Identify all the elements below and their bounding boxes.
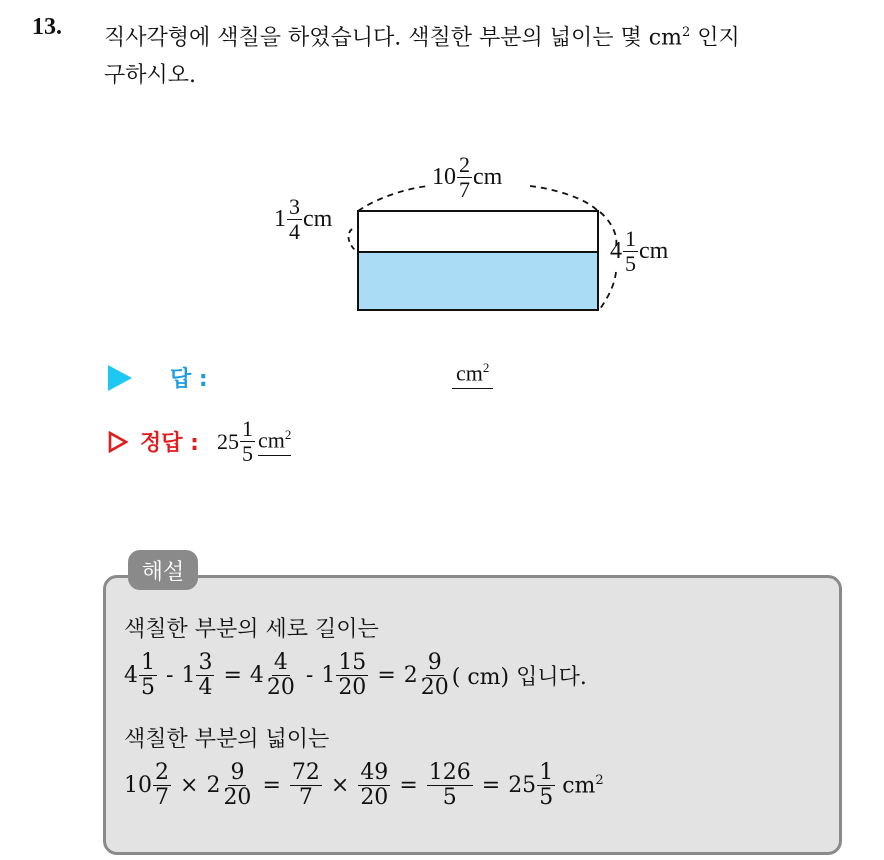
eq2-e-num: 126	[428, 760, 471, 785]
explanation-line3: 색칠한 부분의 넓이는	[124, 727, 330, 752]
answer-label: 답 :	[170, 367, 208, 392]
equals-sign: =	[223, 663, 242, 688]
left-length-label	[274, 196, 332, 243]
right-dimension-arc	[600, 212, 616, 309]
correct-value	[217, 418, 291, 465]
eq2-a-num: 2	[155, 760, 169, 785]
eq1-b-fraction	[196, 652, 214, 699]
eq2-c-num: 72	[291, 760, 320, 785]
eq2-a-whole: 10	[124, 773, 152, 798]
eq1-b-num: 3	[198, 650, 213, 675]
eq2-a-fraction	[153, 762, 171, 809]
top-length-label	[432, 154, 502, 201]
eq1-e-num: 9	[427, 650, 442, 675]
correct-marker-icon	[108, 431, 128, 453]
right-fraction	[623, 228, 638, 275]
eq1-c-fraction	[265, 652, 297, 699]
explanation-equation2	[124, 762, 604, 809]
correct-label: 정답 :	[140, 431, 199, 456]
eq2-f-fraction	[537, 762, 555, 809]
eq1-e-den: 20	[420, 675, 449, 700]
eq1-c-whole: 4	[249, 663, 264, 688]
eq1-a-fraction	[139, 652, 157, 699]
eq2-b-whole: 2	[206, 773, 221, 798]
eq1-d-num: 15	[338, 650, 367, 675]
eq1-a-den: 5	[141, 675, 155, 700]
explanation-line1: 색칠한 부분의 세로 길이는	[124, 617, 379, 642]
answer-unit-sup: 2	[482, 360, 490, 375]
top-numerator: 2	[459, 152, 470, 177]
eq2-f-den: 5	[539, 785, 554, 810]
eq1-suffix: ( cm) 입니다.	[451, 665, 587, 690]
eq2-b-num: 9	[230, 760, 245, 785]
equals-sign: =	[481, 773, 501, 798]
shaded-region	[358, 252, 598, 310]
eq1-d-den: 20	[338, 675, 367, 700]
eq2-c-den: 7	[298, 785, 313, 810]
eq1-a-whole: 4	[124, 663, 138, 688]
equals-sign: =	[399, 773, 418, 798]
right-denominator: 5	[625, 251, 636, 276]
eq2-e-den: 5	[442, 785, 457, 810]
eq2-b-den: 20	[223, 785, 252, 810]
equals-sign: =	[262, 773, 281, 798]
top-denominator: 7	[459, 177, 470, 202]
top-unit: cm	[473, 164, 503, 190]
equals-sign: =	[377, 663, 396, 688]
eq2-d-num: 49	[360, 760, 389, 785]
eq2-b-fraction	[221, 762, 253, 809]
question-text-line1: 직사각형에 색칠을 하였습니다. 색칠한 부분의 넓이는 몇 cm	[104, 25, 682, 51]
top-whole: 10	[432, 164, 456, 190]
rectangle-outline	[358, 211, 598, 310]
minus-sign: -	[166, 663, 174, 688]
question-text	[104, 14, 864, 95]
eq1-d-fraction	[336, 652, 368, 699]
answer-marker-icon	[108, 365, 132, 391]
eq2-f-num: 1	[539, 760, 554, 785]
eq1-d-whole: 1	[321, 663, 336, 688]
explanation-equation1	[124, 652, 587, 699]
eq1-b-whole: 1	[181, 663, 196, 688]
eq1-a-num: 1	[141, 650, 155, 675]
eq1-b-den: 4	[198, 675, 213, 700]
right-numerator: 1	[625, 226, 636, 251]
eq2-unit	[562, 773, 603, 798]
left-dimension-arc	[349, 229, 356, 251]
eq2-d-den: 20	[360, 785, 389, 810]
eq2-f-whole: 25	[508, 773, 537, 798]
correct-unit-text: cm	[257, 427, 285, 453]
top-fraction	[457, 154, 472, 201]
answer-unit-text: cm	[456, 360, 483, 386]
times-sign: ×	[330, 773, 350, 798]
eq2-a-den: 7	[155, 785, 169, 810]
correct-whole: 25	[216, 428, 239, 454]
question-text-line2: 구하시오.	[104, 63, 197, 89]
eq2-e-fraction	[427, 762, 473, 809]
left-whole: 1	[274, 206, 286, 232]
eq2-c-fraction	[290, 762, 322, 809]
correct-unit-sup: 2	[284, 426, 292, 442]
eq1-c-num: 4	[273, 650, 288, 675]
eq1-e-fraction	[419, 652, 451, 699]
correct-numerator: 1	[241, 416, 253, 441]
eq1-e-whole: 2	[403, 663, 418, 688]
left-unit: cm	[303, 206, 333, 232]
correct-denominator: 5	[241, 441, 253, 466]
left-fraction	[287, 196, 302, 243]
explanation-tab: 해설	[128, 550, 198, 590]
top-dimension-arc	[358, 186, 598, 211]
answer-unit	[452, 360, 493, 389]
correct-fraction	[240, 418, 255, 465]
question-unit-sup: 2	[681, 25, 691, 40]
answer-row	[108, 362, 208, 393]
minus-sign: -	[305, 663, 314, 688]
question-text-line1-end: 인지	[690, 25, 740, 51]
right-length-label	[610, 228, 668, 275]
correct-answer-row	[108, 418, 291, 465]
correct-unit	[258, 427, 291, 456]
right-whole: 4	[610, 238, 622, 264]
eq2-d-fraction	[358, 762, 390, 809]
left-denominator: 4	[289, 219, 300, 244]
eq1-c-den: 20	[266, 675, 295, 700]
right-unit: cm	[639, 238, 669, 264]
left-numerator: 3	[289, 194, 300, 219]
question-number: 13.	[32, 14, 62, 40]
eq2-unit-sup: 2	[595, 772, 604, 788]
times-sign: ×	[180, 773, 199, 798]
eq2-unit-text: cm	[562, 773, 596, 799]
